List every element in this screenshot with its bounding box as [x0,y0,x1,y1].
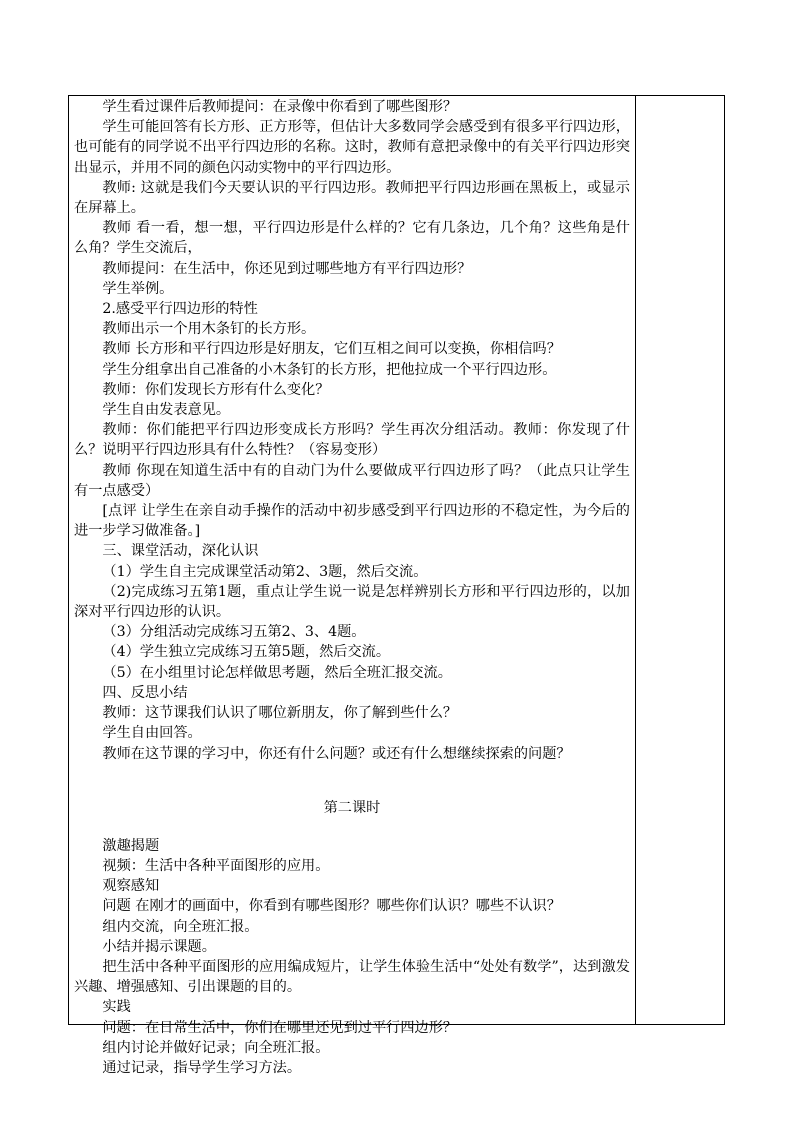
paragraph: 学生举例。 [102,280,174,297]
paragraph: 教师 长方形和平行四边形是好朋友，它们互相之间可以变换，你相信吗？ [102,341,561,358]
paragraph: 学生自由发表意见。 [102,402,231,419]
paragraph: 教师：你们发现长方形有什么变化？ [102,381,330,398]
paragraph: 通过记录，指导学生学习方法。 [102,1059,302,1076]
paragraph: 教师: 这就是我们今天要认识的平行四边形。教师把平行四边形画在黑板上，或显示在屏幕上。 [74,179,630,217]
section-heading: 观察感知 [102,878,160,895]
paragraph: 学生看过课件后教师提问：在录像中你看到了哪些图形？ [102,99,458,115]
spacer [74,818,630,836]
paragraph: 教师在这节课的学习中，你还有什么问题？或还有什么想继续探索的问题？ [102,745,571,762]
paragraph: 问题 在刚才的画面中，你看到有哪些图形？哪些你们认识？哪些不认识？ [102,898,561,915]
paragraph: 组内交流，向全班汇报。 [102,918,259,935]
paragraph: 组内讨论并做好记录；向全班汇报。 [102,1039,330,1056]
list-item: （3）分组活动完成练习五第2、3、4题。 [102,624,366,641]
section-heading: 四、反思小结 [102,684,188,701]
paragraph: 教师：这节课我们认识了哪位新朋友，你了解到些什么？ [102,705,458,722]
list-item: （4）学生独立完成练习五第5题，然后交流。 [102,644,391,661]
document-body [74,97,630,1078]
paragraph: 学生自由回答。 [102,725,202,742]
list-item: （2)完成练习五第1题，重点让学生说一说是怎样辨别长方形和平行四边形的，以加深对平行四边形的认识。 [74,583,630,621]
paragraph: 教师：你们能把平行四边形变成长方形吗？学生再次分组活动。教师：你发现了什么？说明平行四边形具有什么特性？（容易变形） [74,422,630,459]
paragraph: 把生活中各种平面图形的应用编成短片，让学生体验生活中“处处有数学”，达到激发兴趣、增强感知、引出课题的目的。 [74,958,630,996]
comment-note: [点评 让学生在亲自动手操作的活动中初步感受到平行四边形的不稳定性，为今后的进一步学习做准备。] [74,503,630,540]
column-divider [635,95,636,1025]
section-heading: 实践 [102,999,131,1016]
paragraph: 问题：在日常生活中，你们在哪里还见到过平行四边形？ [102,1019,458,1036]
paragraph: 教师提问：在生活中，你还见到过哪些地方有平行四边形？ [102,260,472,277]
section-heading: 2.感受平行四边形的特性 [102,301,258,318]
list-item: （1）学生自主完成课堂活动第2、3题，然后交流。 [102,563,428,580]
paragraph: 小结并揭示课题。 [102,938,216,955]
paragraph: 教师 看一看，想一想，平行四边形是什么样的？它有几条边，几个角？这些角是什么角？学生交流后， [74,220,630,257]
section-heading: 激趣揭题 [102,837,160,854]
paragraph: 学生分组拿出自己准备的小木条钉的长方形，把他拉成一个平行四边形。 [102,361,557,378]
paragraph: 教师出示一个用木条钉的长方形。 [102,321,316,338]
paragraph: 教师 你现在知道生活中有的自动门为什么要做成平行四边形了吗？（此点只让学生有一点感受） [74,462,630,499]
paragraph: 学生可能回答有长方形、正方形等，但估计大多数同学会感受到有很多平行四边形，也可能有的同学说不出平行四边形的名称。这时，教师有意把录像中的有关平行四边形突出显示，并用不同的颜色闪动实物中的平行四边形。 [74,119,630,176]
paragraph: 视频：生活中各种平面图形的应用。 [102,857,330,874]
section-heading: 三、课堂活动，深化认识 [102,543,259,560]
list-item: （5）在小组里讨论怎样做思考题，然后全班汇报交流。 [102,664,452,681]
lesson-title: 第二课时 [323,799,381,816]
